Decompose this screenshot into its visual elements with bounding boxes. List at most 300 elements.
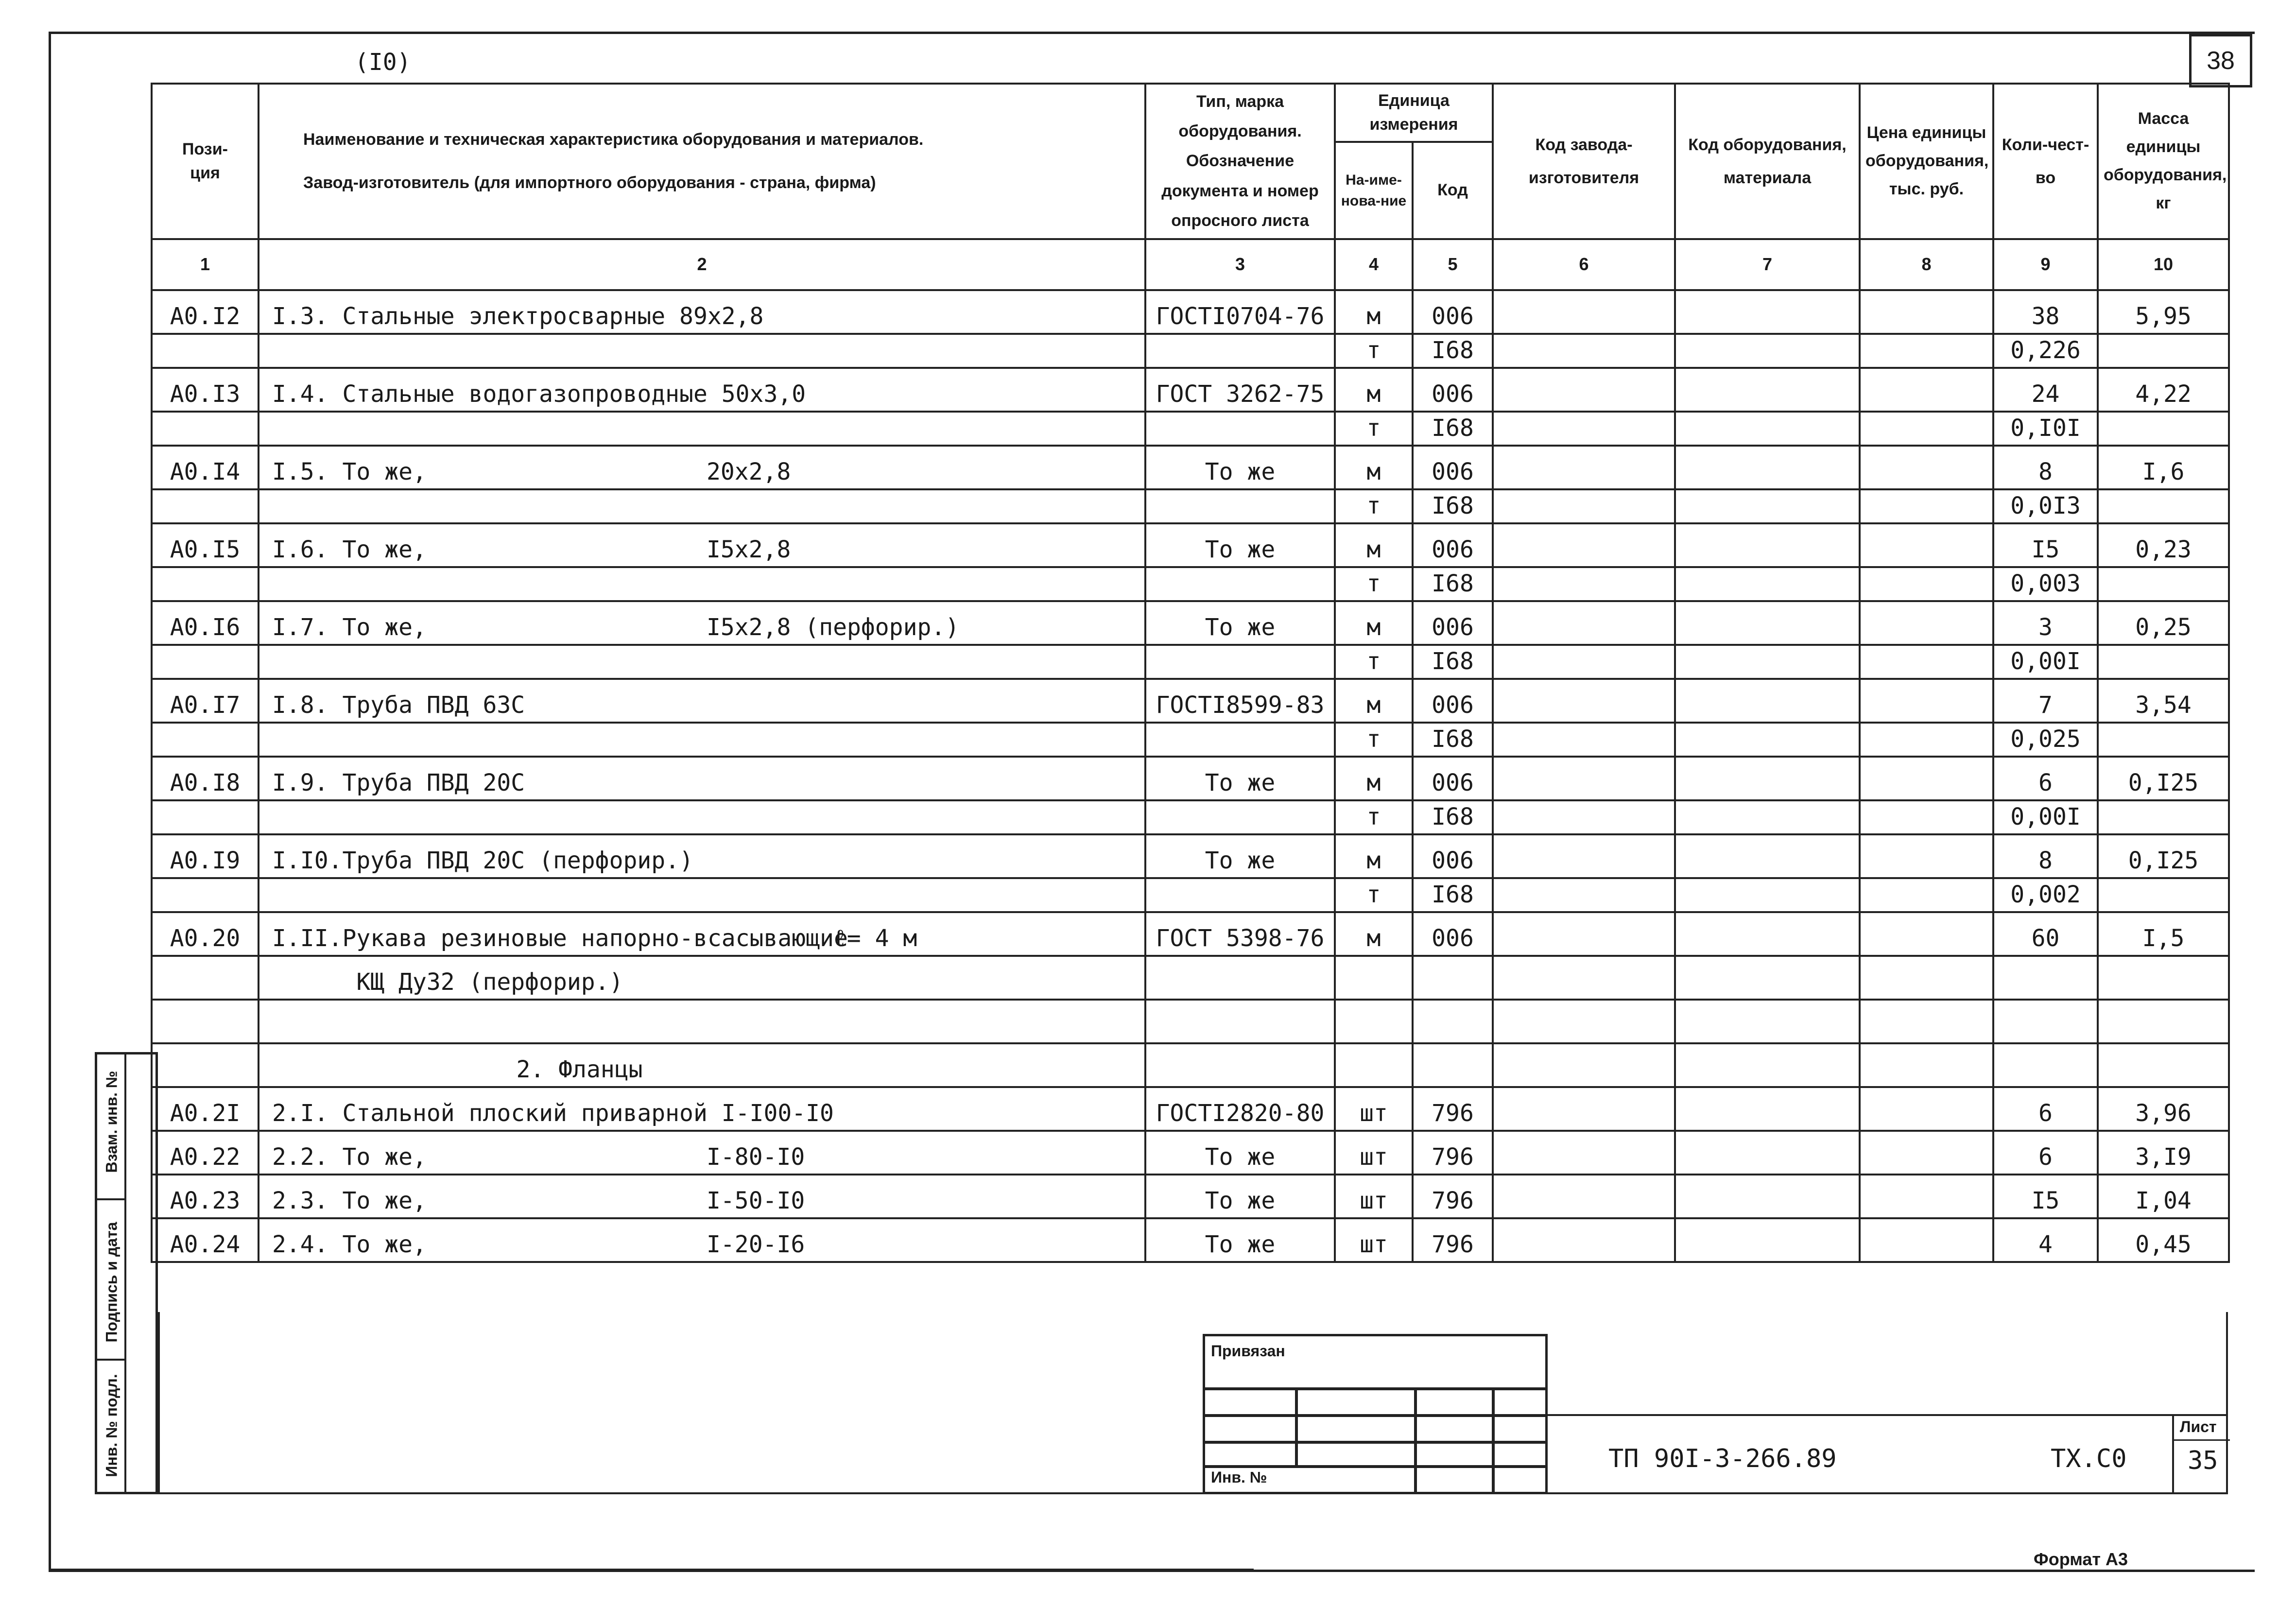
table-row [152, 489, 2229, 523]
stamp-inv-number: Инв. № [1211, 1469, 1267, 1486]
cell-position: А0.I4 [152, 446, 259, 489]
cell-mass: 0,45 [2098, 1218, 2229, 1262]
column-number-row [152, 239, 2229, 290]
cell-mass: 5,95 [2098, 290, 2229, 334]
cell-unit-code: 006 [1413, 368, 1493, 412]
sheet-number: 35 [2188, 1446, 2218, 1475]
cell-unit-code: 796 [1413, 1087, 1493, 1131]
cell-mass [2098, 878, 2229, 912]
cell-document: ГОСТI8599-83 [1145, 679, 1335, 723]
cell-quantity: 24 [1993, 368, 2098, 412]
side-label-replacement-inv: Взам. инв. № [103, 1071, 121, 1173]
cell-mass [2098, 567, 2229, 601]
cell-unit-code: 796 [1413, 1131, 1493, 1175]
cell-position: А0.2I [152, 1087, 259, 1131]
cell-equipment-code [1675, 1131, 1860, 1175]
cell-unit: м [1335, 290, 1413, 334]
table-row [152, 446, 2229, 489]
cell-unit-code: I68 [1413, 334, 1493, 368]
item-name: 2.I. Стальной плоский приварной I-I00-I0 [272, 1100, 834, 1127]
column-number: 10 [2098, 239, 2229, 290]
cell-equipment-code [1675, 800, 1860, 834]
item-name: 2.3. То же, [272, 1187, 427, 1214]
cell-unit: м [1335, 679, 1413, 723]
table-row [152, 368, 2229, 412]
cell-quantity: 0,003 [1993, 567, 2098, 601]
cell-unit: шт [1335, 1218, 1413, 1262]
cell-position [152, 489, 259, 523]
cell-equipment-code [1675, 1175, 1860, 1218]
cell-unit: т [1335, 567, 1413, 601]
cell-name [259, 645, 1145, 679]
cell-unit [1335, 1000, 1413, 1043]
cell-quantity [1993, 956, 2098, 1000]
cell-unit [1335, 1043, 1413, 1087]
cell-position [152, 800, 259, 834]
cell-mass [2098, 412, 2229, 446]
cell-quantity: 0,025 [1993, 723, 2098, 757]
sheet-label: Лист [2180, 1418, 2217, 1435]
cell-name [259, 800, 1145, 834]
cell-price [1860, 412, 1993, 446]
table-row [152, 878, 2229, 912]
cell-mass: 0,23 [2098, 523, 2229, 567]
cell-price [1860, 446, 1993, 489]
header-factory-code: Код завода-изготовителя [1493, 84, 1675, 239]
page-reference: (I0) [355, 49, 411, 76]
cell-quantity: 0,00I [1993, 800, 2098, 834]
cell-unit: т [1335, 489, 1413, 523]
cell-mass: 4,22 [2098, 368, 2229, 412]
item-dimension: I-80-I0 [707, 1143, 805, 1171]
cell-mass [2098, 1043, 2229, 1087]
cell-name [259, 334, 1145, 368]
stamp-col-line [1414, 1387, 1417, 1492]
cell-mass [2098, 1000, 2229, 1043]
item-name: I.8. Труба ПВД 63С [272, 691, 525, 719]
cell-price [1860, 956, 1993, 1000]
cell-unit-code: 796 [1413, 1175, 1493, 1218]
column-number: 3 [1145, 239, 1335, 290]
cell-price [1860, 601, 1993, 645]
cell-price [1860, 912, 1993, 956]
cell-name [259, 1087, 1145, 1131]
cell-document [1145, 334, 1335, 368]
cell-unit: м [1335, 446, 1413, 489]
cell-position: А0.23 [152, 1175, 259, 1218]
cell-document: ГОСТ 3262-75 [1145, 368, 1335, 412]
cell-factory-code [1493, 912, 1675, 956]
cell-unit: м [1335, 834, 1413, 878]
cell-document: ГОСТI2820-80 [1145, 1087, 1335, 1131]
cell-mass: I,6 [2098, 446, 2229, 489]
header-name-line1: Наименование и техническая характеристика оборудования и материалов. [303, 130, 924, 149]
cell-factory-code [1493, 1218, 1675, 1262]
item-name: I.7. То же, [272, 614, 427, 641]
cell-unit-code: I68 [1413, 723, 1493, 757]
cell-position [152, 956, 259, 1000]
approval-side-strip [95, 1052, 158, 1494]
cell-position: А0.I5 [152, 523, 259, 567]
drawing-section-mark: ТХ.С0 [2051, 1444, 2127, 1473]
table-row [152, 412, 2229, 446]
side-label-original-inv: Инв. № подл. [103, 1374, 121, 1477]
cell-equipment-code [1675, 1218, 1860, 1262]
table-row [152, 800, 2229, 834]
cell-factory-code [1493, 368, 1675, 412]
side-label-signature-date: Подпись и дата [103, 1222, 121, 1343]
cell-mass [2098, 334, 2229, 368]
cell-mass: 3,96 [2098, 1087, 2229, 1131]
item-dimension: ℓ= 4 м [833, 925, 917, 952]
cell-factory-code [1493, 1000, 1675, 1043]
cell-unit: т [1335, 412, 1413, 446]
column-number: 2 [259, 239, 1145, 290]
cell-name [259, 912, 1145, 956]
table-row [152, 334, 2229, 368]
table-row [152, 1175, 2229, 1218]
cell-mass [2098, 956, 2229, 1000]
column-number: 1 [152, 239, 259, 290]
column-number: 6 [1493, 239, 1675, 290]
cell-equipment-code [1675, 757, 1860, 800]
cell-unit-code: 006 [1413, 912, 1493, 956]
stamp-col-line [1295, 1387, 1298, 1465]
stamp-privyazan: Привязан [1211, 1342, 1285, 1360]
cell-name [259, 368, 1145, 412]
item-dimension: I-20-I6 [707, 1231, 805, 1258]
cell-position: А0.I7 [152, 679, 259, 723]
table-row [152, 1087, 2229, 1131]
cell-quantity: 6 [1993, 757, 2098, 800]
cell-name [259, 723, 1145, 757]
cell-price [1860, 645, 1993, 679]
cell-unit: м [1335, 523, 1413, 567]
cell-unit: шт [1335, 1131, 1413, 1175]
cell-mass [2098, 489, 2229, 523]
cell-document: То же [1145, 757, 1335, 800]
cell-document [1145, 800, 1335, 834]
cell-name [259, 757, 1145, 800]
cell-equipment-code [1675, 1087, 1860, 1131]
cell-name [259, 1175, 1145, 1218]
cell-unit: м [1335, 912, 1413, 956]
cell-quantity: 0,002 [1993, 878, 2098, 912]
item-name: I.9. Труба ПВД 20С [272, 769, 525, 796]
cell-name [259, 679, 1145, 723]
cell-unit-code: I68 [1413, 412, 1493, 446]
cell-position: А0.24 [152, 1218, 259, 1262]
header-unit-name: На-име-нова-ние [1335, 142, 1413, 239]
cell-position: А0.I9 [152, 834, 259, 878]
cell-factory-code [1493, 679, 1675, 723]
cell-name [259, 446, 1145, 489]
header-position: Пози- ция [152, 84, 259, 239]
cell-document [1145, 1043, 1335, 1087]
cell-name [259, 1043, 1145, 1087]
cell-equipment-code [1675, 1000, 1860, 1043]
cell-quantity: 0,00I [1993, 645, 2098, 679]
cell-position: А0.I2 [152, 290, 259, 334]
table-row [152, 679, 2229, 723]
cell-quantity: I5 [1993, 523, 2098, 567]
cell-factory-code [1493, 645, 1675, 679]
table-row [152, 1218, 2229, 1262]
table-row [152, 1043, 2229, 1087]
cell-document: ГОСТ 5398-76 [1145, 912, 1335, 956]
item-name: I.II.Рукава резиновые напорно-всасывающие [272, 925, 848, 952]
cell-price [1860, 334, 1993, 368]
cell-unit-code: I68 [1413, 645, 1493, 679]
cell-unit-code: 006 [1413, 290, 1493, 334]
column-number: 8 [1860, 239, 1993, 290]
cell-name [259, 567, 1145, 601]
cell-unit: м [1335, 601, 1413, 645]
cell-factory-code [1493, 800, 1675, 834]
header-name [259, 84, 1145, 239]
cell-equipment-code [1675, 489, 1860, 523]
cell-quantity: I5 [1993, 1175, 2098, 1218]
cell-document: То же [1145, 1218, 1335, 1262]
cell-name [259, 290, 1145, 334]
cell-unit-code: I68 [1413, 878, 1493, 912]
cell-factory-code [1493, 567, 1675, 601]
table-row [152, 1000, 2229, 1043]
cell-mass: 3,I9 [2098, 1131, 2229, 1175]
cell-document [1145, 723, 1335, 757]
cell-unit [1335, 956, 1413, 1000]
cell-price [1860, 1087, 1993, 1131]
cell-unit-code [1413, 1000, 1493, 1043]
cell-unit-code: 006 [1413, 601, 1493, 645]
cell-mass: 0,I25 [2098, 834, 2229, 878]
table-row [152, 757, 2229, 800]
cell-equipment-code [1675, 290, 1860, 334]
cell-quantity [1993, 1043, 2098, 1087]
header-quantity: Коли-чест-во [1993, 84, 2098, 239]
column-number: 5 [1413, 239, 1493, 290]
item-dimension: 20x2,8 [707, 458, 791, 485]
document-code: ТП 90I-3-266.89 [1608, 1444, 1837, 1473]
cell-price [1860, 757, 1993, 800]
table-row [152, 956, 2229, 1000]
cell-equipment-code [1675, 679, 1860, 723]
cell-factory-code [1493, 723, 1675, 757]
cell-equipment-code [1675, 878, 1860, 912]
cell-name [259, 489, 1145, 523]
cell-document [1145, 412, 1335, 446]
cell-unit-code: 006 [1413, 446, 1493, 489]
cell-quantity: 8 [1993, 834, 2098, 878]
cell-quantity: 6 [1993, 1087, 2098, 1131]
section-title: 2. Фланцы [516, 1056, 643, 1083]
cell-document [1145, 1000, 1335, 1043]
cell-equipment-code [1675, 723, 1860, 757]
table-row [152, 290, 2229, 334]
cell-factory-code [1493, 1175, 1675, 1218]
item-dimension: I5x2,8 [707, 536, 791, 563]
cell-price [1860, 834, 1993, 878]
cell-price [1860, 1131, 1993, 1175]
cell-unit-code: I68 [1413, 489, 1493, 523]
cell-document [1145, 878, 1335, 912]
cell-factory-code [1493, 757, 1675, 800]
cell-unit-code [1413, 956, 1493, 1000]
table-row [152, 601, 2229, 645]
item-name: I.I0.Труба ПВД 20С (перфорир.) [272, 847, 693, 874]
cell-unit: шт [1335, 1087, 1413, 1131]
cell-document: То же [1145, 523, 1335, 567]
cell-price [1860, 368, 1993, 412]
cell-equipment-code [1675, 1043, 1860, 1087]
header-type: Тип, марка оборудования. Обозначение документа и номер опросного листа [1145, 84, 1335, 239]
cell-unit-code: I68 [1413, 800, 1493, 834]
cell-name [259, 1218, 1145, 1262]
item-name: 2.4. То же, [272, 1231, 427, 1258]
table-row [152, 567, 2229, 601]
cell-factory-code [1493, 334, 1675, 368]
cell-unit: т [1335, 878, 1413, 912]
cell-factory-code [1493, 290, 1675, 334]
cell-price [1860, 1175, 1993, 1218]
cell-price [1860, 567, 1993, 601]
format-label: Формат А3 [2034, 1549, 2128, 1569]
column-number: 9 [1993, 239, 2098, 290]
cell-equipment-code [1675, 523, 1860, 567]
cell-document: То же [1145, 1131, 1335, 1175]
cell-factory-code [1493, 834, 1675, 878]
cell-factory-code [1493, 878, 1675, 912]
cell-position: А0.I3 [152, 368, 259, 412]
stamp-col-line [1492, 1387, 1495, 1492]
item-name: I.6. То же, [272, 536, 427, 563]
cell-document: То же [1145, 834, 1335, 878]
cell-equipment-code [1675, 334, 1860, 368]
cell-mass: 0,I25 [2098, 757, 2229, 800]
cell-equipment-code [1675, 567, 1860, 601]
cell-factory-code [1493, 956, 1675, 1000]
cell-quantity: 6 [1993, 1131, 2098, 1175]
cell-factory-code [1493, 1043, 1675, 1087]
cell-quantity [1993, 1000, 2098, 1043]
cell-factory-code [1493, 523, 1675, 567]
cell-unit: м [1335, 368, 1413, 412]
cell-name [259, 1131, 1145, 1175]
cell-position [152, 878, 259, 912]
cell-unit: т [1335, 334, 1413, 368]
cell-factory-code [1493, 601, 1675, 645]
header-price: Цена единицы оборудования, тыс. руб. [1860, 84, 1993, 239]
cell-quantity: 60 [1993, 912, 2098, 956]
column-number: 7 [1675, 239, 1860, 290]
item-dimension: I-50-I0 [707, 1187, 805, 1214]
cell-quantity: 38 [1993, 290, 2098, 334]
cell-document [1145, 489, 1335, 523]
cell-price [1860, 1218, 1993, 1262]
cell-mass: 0,25 [2098, 601, 2229, 645]
cell-unit-code: 006 [1413, 757, 1493, 800]
column-number: 4 [1335, 239, 1413, 290]
cell-position [152, 567, 259, 601]
cell-document: То же [1145, 601, 1335, 645]
cell-quantity: 4 [1993, 1218, 2098, 1262]
cell-document [1145, 645, 1335, 679]
cell-equipment-code [1675, 834, 1860, 878]
table-row [152, 723, 2229, 757]
cell-position: А0.20 [152, 912, 259, 956]
cell-unit-code: 006 [1413, 679, 1493, 723]
cell-unit: т [1335, 723, 1413, 757]
cell-equipment-code [1675, 368, 1860, 412]
item-name: I.3. Стальные электросварные 89x2,8 [272, 303, 764, 330]
cell-price [1860, 523, 1993, 567]
table-row [152, 834, 2229, 878]
corner-sheet-number: 38 [2189, 34, 2252, 87]
cell-position [152, 1043, 259, 1087]
sheet-box-divider [2174, 1439, 2230, 1441]
cell-position [152, 1000, 259, 1043]
header-equipment-code: Код оборудования, материала [1675, 84, 1860, 239]
cell-factory-code [1493, 489, 1675, 523]
cell-price [1860, 489, 1993, 523]
cell-unit-code: I68 [1413, 567, 1493, 601]
cell-name [259, 412, 1145, 446]
table-row [152, 645, 2229, 679]
cell-price [1860, 1000, 1993, 1043]
cell-document: ГОСТI0704-76 [1145, 290, 1335, 334]
cell-factory-code [1493, 1087, 1675, 1131]
cell-equipment-code [1675, 412, 1860, 446]
header-mass: Масса единицы оборудования, кг [2098, 84, 2229, 239]
cell-quantity: 0,I0I [1993, 412, 2098, 446]
binding-stamp [1203, 1334, 1548, 1494]
cell-document [1145, 956, 1335, 1000]
cell-name [259, 601, 1145, 645]
cell-mass [2098, 723, 2229, 757]
header-name-line2: Завод-изготовитель (для импортного оборудования - страна, фирма) [303, 173, 876, 192]
cell-equipment-code [1675, 446, 1860, 489]
cell-position [152, 412, 259, 446]
cell-price [1860, 723, 1993, 757]
item-name: КЩ Ду32 (перфорир.) [272, 968, 623, 996]
cell-document: То же [1145, 1175, 1335, 1218]
cell-unit-code [1413, 1043, 1493, 1087]
item-name: I.4. Стальные водогазопроводные 50x3,0 [272, 380, 806, 408]
cell-factory-code [1493, 446, 1675, 489]
cell-position [152, 645, 259, 679]
cell-name [259, 523, 1145, 567]
cell-position: А0.I8 [152, 757, 259, 800]
sheet-box [2172, 1414, 2228, 1494]
cell-unit: шт [1335, 1175, 1413, 1218]
frame-bottom-line [49, 1569, 1254, 1571]
cell-unit-code: 006 [1413, 523, 1493, 567]
cell-name [259, 1000, 1145, 1043]
cell-quantity: 0,226 [1993, 334, 2098, 368]
cell-position [152, 334, 259, 368]
table-row [152, 1131, 2229, 1175]
table-row [152, 523, 2229, 567]
cell-mass [2098, 645, 2229, 679]
header-unit-code: Код [1413, 142, 1493, 239]
cell-price [1860, 800, 1993, 834]
cell-unit-code: 796 [1413, 1218, 1493, 1262]
cell-name [259, 878, 1145, 912]
cell-unit-code: 006 [1413, 834, 1493, 878]
item-name: I.5. То же, [272, 458, 427, 485]
cell-factory-code [1493, 1131, 1675, 1175]
cell-document [1145, 567, 1335, 601]
